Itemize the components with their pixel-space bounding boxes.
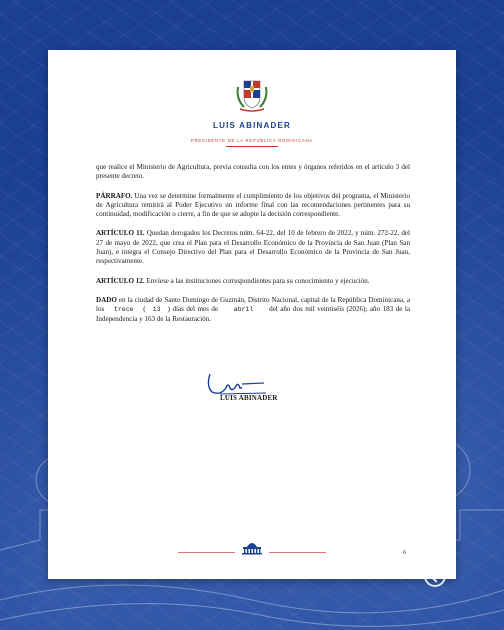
- paragraph-dado: DADO en la ciudad de Santo Domingo de Guzmán, Distrito Nacional, capital de la República Dominicana, a los trece ( 13 ) días del mes de abril del año dos mil veintiséis (2026); año 183 de la Independencia y 163 de la Restauración.: [96, 295, 410, 323]
- leader-name: LUIS ABINADER: [213, 121, 291, 130]
- footer-divider-left: [178, 552, 235, 553]
- page-number: 6: [403, 549, 407, 556]
- month-field: abril: [233, 306, 254, 314]
- coat-of-arms-icon: [234, 77, 270, 113]
- leader-title: PRESIDENTE DE LA REPÚBLICA DOMINICANA: [191, 138, 313, 143]
- previous-page-icon[interactable]: [424, 565, 446, 587]
- footer-divider-right: [269, 552, 326, 553]
- paragraph-articulo-11: ARTÍCULO 11. Quedan derogados los Decretos núm. 64-22, del 10 de febrero de 2022, y núm. 272-22, del 27 de mayo de 2022, que crea el Plan para el Desarrollo Económico de la Provincia de San Juan (Plan San Juan), e integra el Consejo Directivo del Plan para el Desarrollo Económico de la Provincia de San Juan, respectivamente.: [96, 229, 411, 266]
- day-number-field: 13: [152, 306, 161, 314]
- paragraph-parrafo: PÁRRAFO. Una vez se determine formalmente el cumplimiento de los objetivos del programa, el Ministerio de Agricultura remitirá al Poder Ejecutivo un informe final con las recomendaciones pertinentes para su continuidad, modificación o cierre, a fin de que se adopte la decisión correspondiente.: [96, 191, 410, 219]
- national-palace-icon: [240, 539, 264, 555]
- document-body: [96, 163, 410, 334]
- header-divider: [226, 146, 278, 147]
- day-words-field: trece: [113, 306, 134, 314]
- paragraph-articulo-12: ARTÍCULO 12. Envíese a las instituciones correspondientes para su conocimiento y ejecución.: [96, 276, 370, 285]
- document-page: [48, 50, 456, 579]
- signature-name: LUIS ABINADER: [220, 394, 278, 402]
- paragraph-continuation: que realice el Ministerio de Agricultura, previa consulta con los entes y órganos referidos en el artículo 3 del presente decreto.: [96, 163, 410, 181]
